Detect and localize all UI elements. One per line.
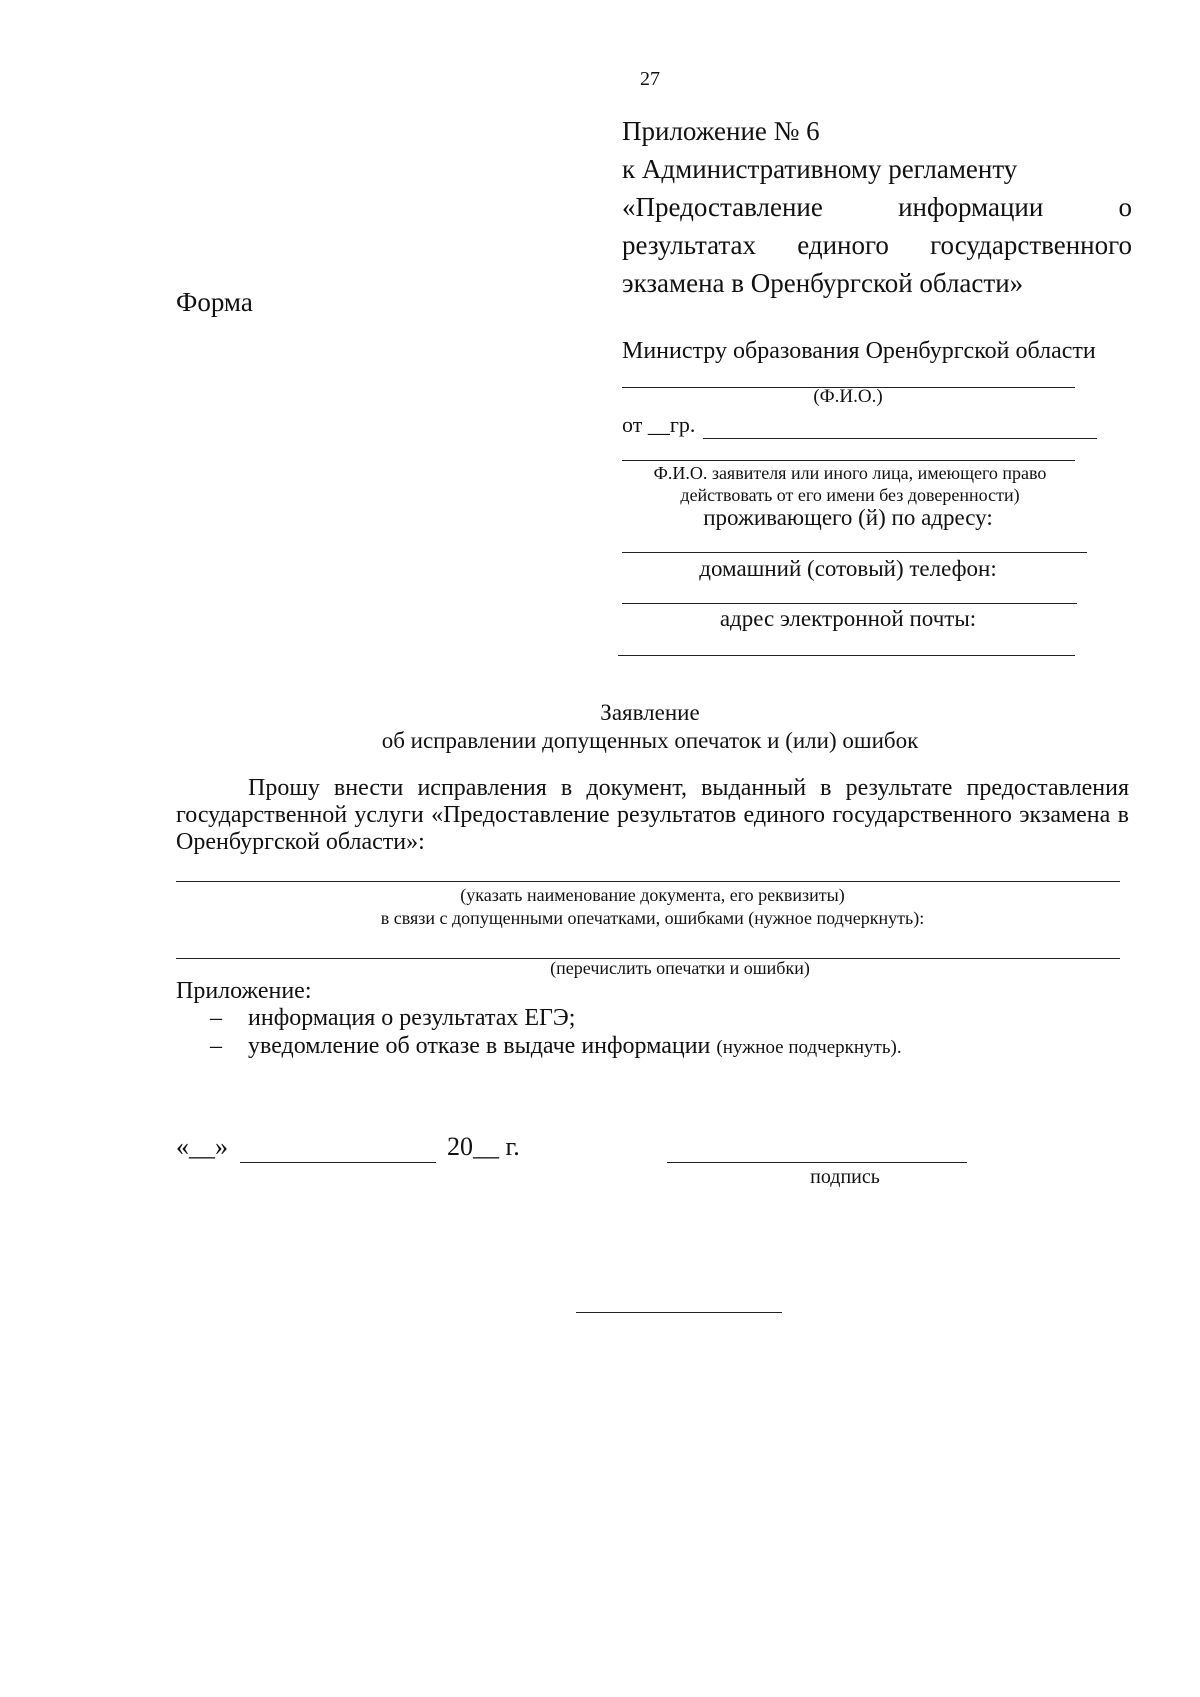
attachment-list [210, 1004, 902, 1062]
attachment-item-2: уведомление об отказе в выдаче информации [248, 1033, 711, 1059]
document-title: Заявление [600, 700, 700, 725]
email-label: адрес электронной почты: [719, 606, 977, 631]
list-item [210, 1004, 902, 1032]
appendix-line-4: результатах единого государственного [622, 230, 1132, 260]
appendix-header [622, 112, 1132, 302]
phone-label: домашний (сотовый) телефон: [699, 556, 997, 581]
form-label: Форма [176, 287, 253, 317]
appendix-line-2: к Административному регламенту [622, 154, 1018, 184]
page-number: 27 [640, 68, 660, 90]
attachment-item-2-note: (нужное подчеркнуть). [716, 1037, 902, 1058]
date-month-line [240, 1162, 436, 1163]
email-line [618, 655, 1075, 656]
from-prefix: от __гр. [622, 412, 696, 437]
date-row [176, 1132, 228, 1162]
address-label: проживающего (й) по адресу: [703, 505, 993, 530]
date-year-row [447, 1132, 520, 1162]
appendix-line-1: Приложение № 6 [622, 116, 820, 146]
document-name-line [176, 881, 1120, 882]
from-name-line [703, 438, 1097, 439]
date-year: 20__ г. [447, 1132, 520, 1161]
document-name-caption: (указать наименование документа, его реквизиты) [460, 885, 845, 905]
applicant-name-line [622, 460, 1075, 461]
dash-bullet: – [210, 1033, 222, 1059]
applicant-caption-line-2: действовать от его имени без доверенности) [680, 485, 1020, 505]
list-item [210, 1032, 902, 1062]
appendix-line-3: «Предоставление информации о [622, 192, 1132, 222]
request-text: Прошу внести исправления в документ, выданный в результате предоставления государственной услуги «Предоставление результатов единого государственного экзамена в Оренбургской области»: [176, 775, 1129, 855]
addressee: Министру образования Оренбургской области [622, 338, 1096, 364]
appendix-line-5: экзамена в Оренбургской области» [622, 268, 1024, 298]
errors-caption: (перечислить опечатки и ошибки) [550, 958, 810, 978]
signature-caption: подпись [810, 1166, 880, 1188]
from-row [622, 412, 695, 438]
applicant-caption [610, 462, 1090, 506]
address-line [622, 552, 1087, 553]
attachment-label: Приложение: [176, 978, 312, 1004]
applicant-caption-line-1: Ф.И.О. заявителя или иного лица, имеющего право [653, 463, 1047, 483]
signature-line [667, 1162, 967, 1163]
date-day: «__» [176, 1132, 228, 1161]
attachment-item-1: информация о результатах ЕГЭ; [248, 1005, 576, 1031]
dash-bullet: – [210, 1005, 222, 1031]
reason-text: в связи с допущенными опечатками, ошибками (нужное подчеркнуть): [380, 908, 925, 928]
end-separator-line [576, 1312, 782, 1313]
document-subtitle: об исправлении допущенных опечаток и (или) ошибок [381, 728, 919, 753]
phone-line [622, 603, 1077, 604]
fio-caption: (Ф.И.О.) [813, 386, 883, 407]
